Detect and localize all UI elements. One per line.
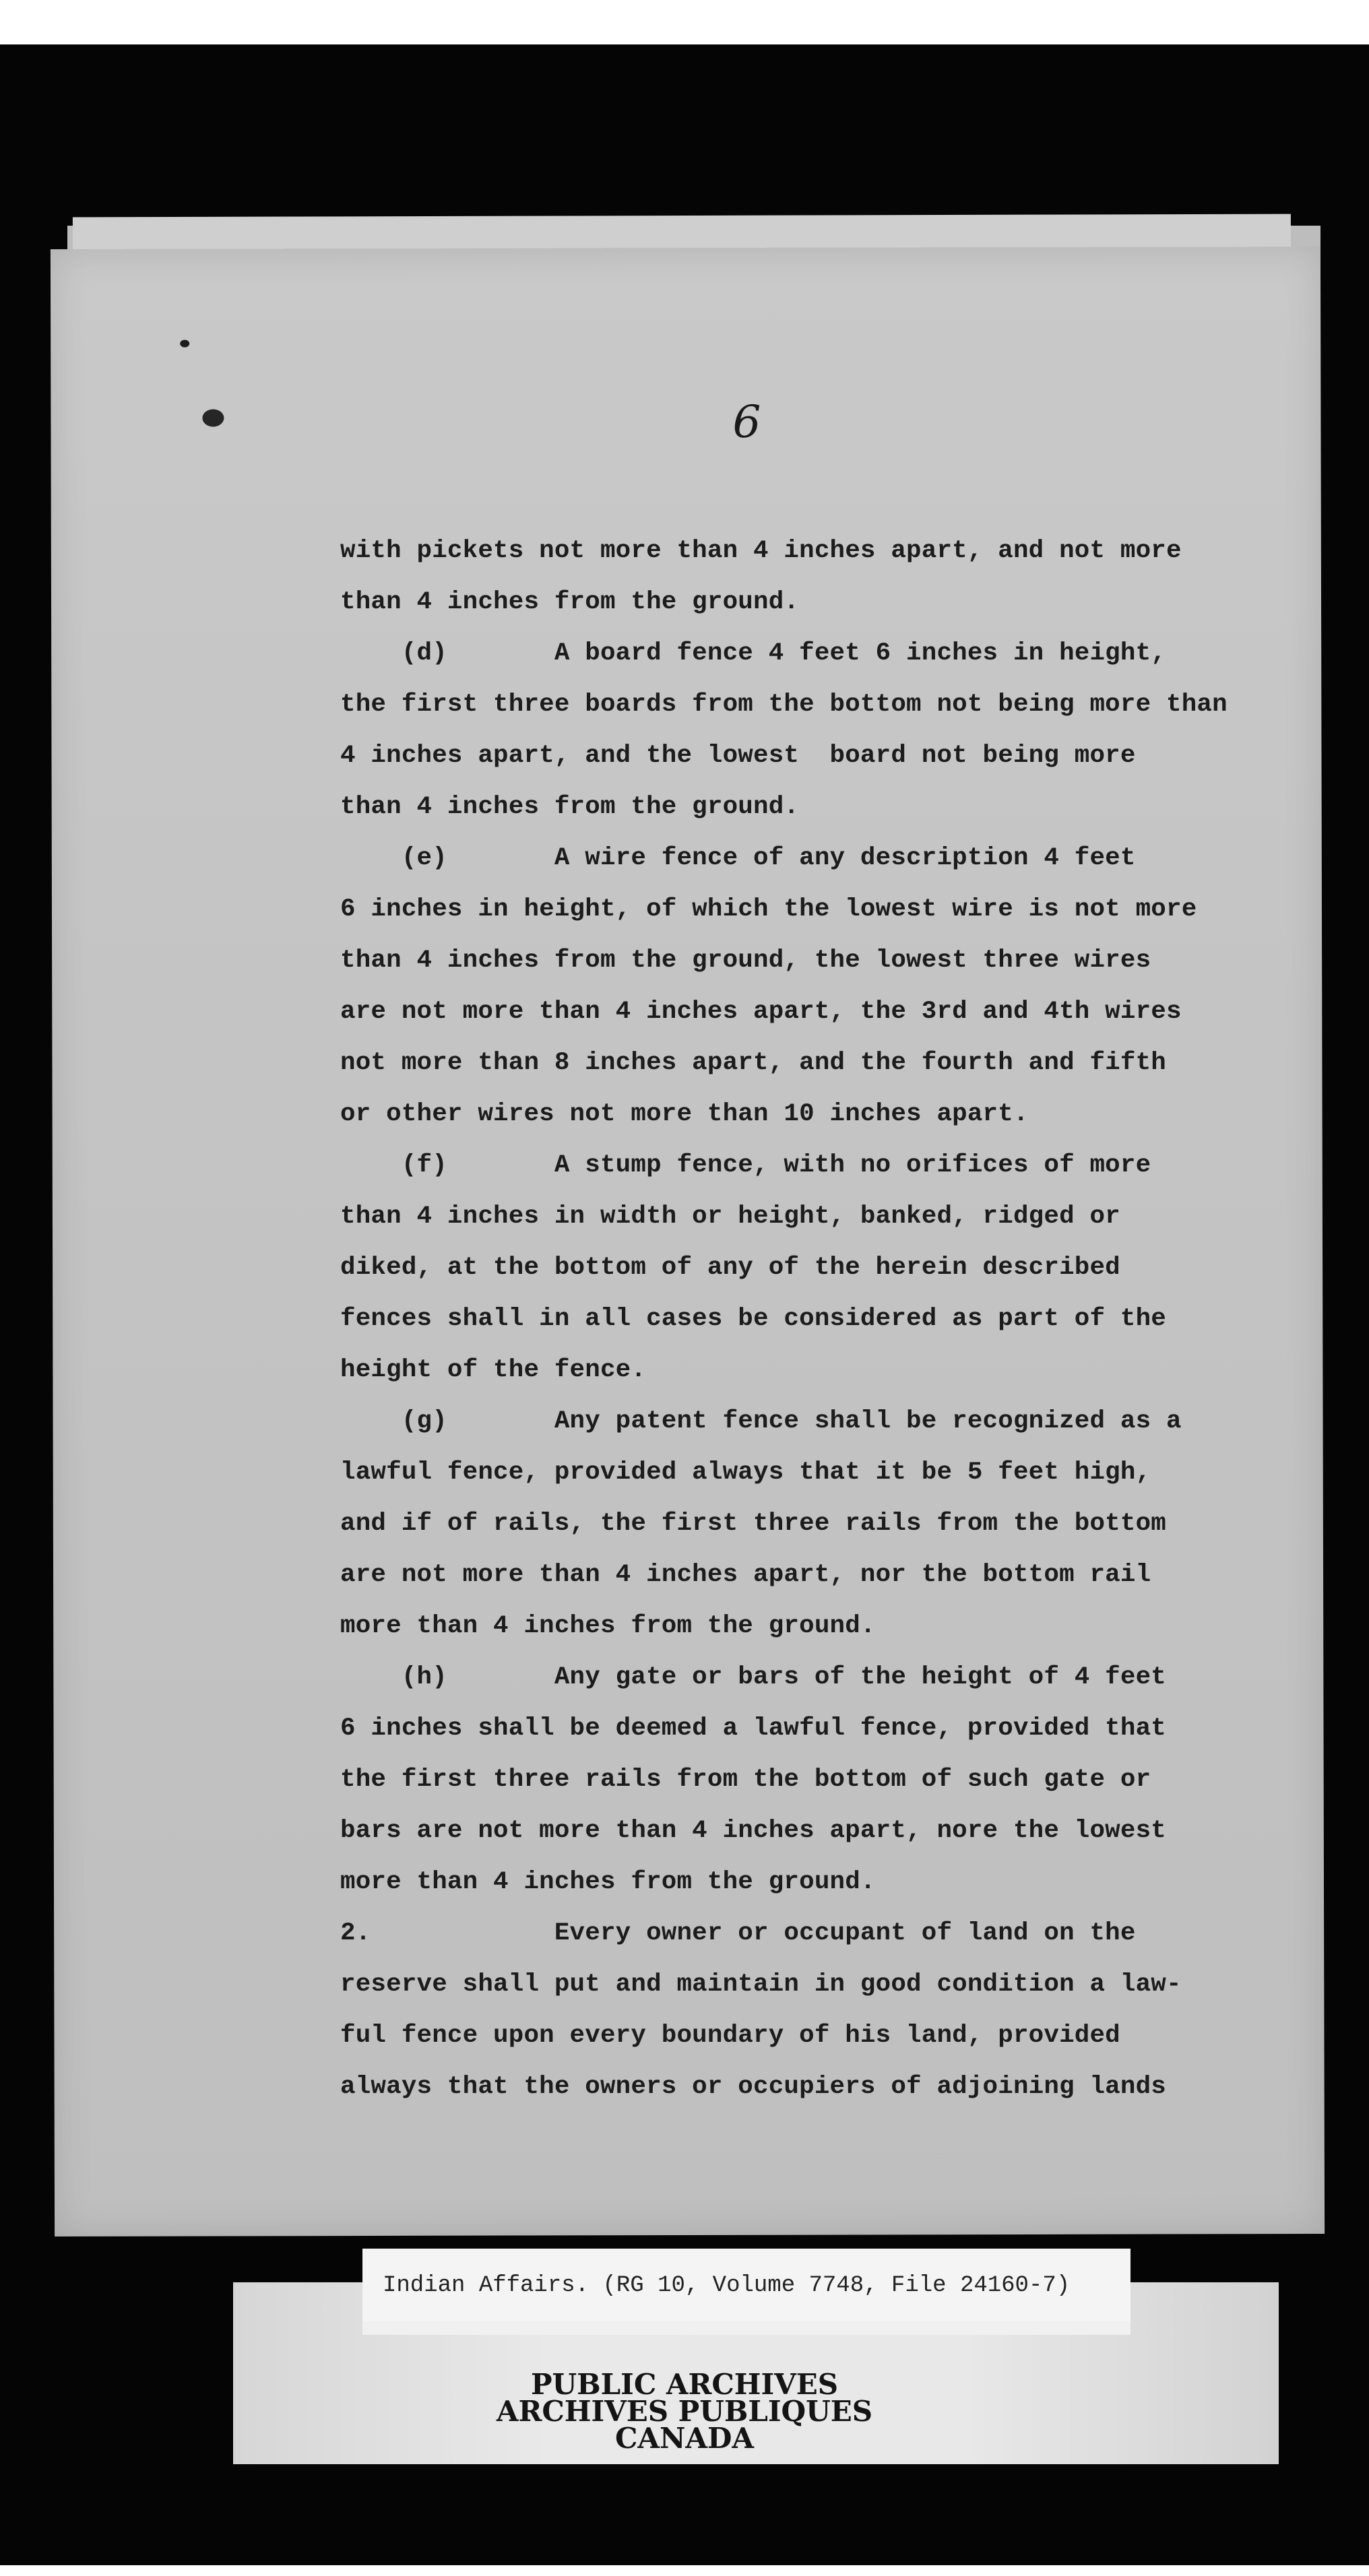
text-line: than 4 inches in width or height, banked, ridged or <box>340 1202 1120 1231</box>
stamp-line-country: CANADA <box>614 2422 754 2455</box>
text-line: and if of rails, the first three rails from the bottom <box>340 1510 1166 1538</box>
text-line: 6 inches in height, of which the lowest wire is not more <box>340 895 1197 924</box>
text-line: bars are not more than 4 inches apart, nore the lowest <box>340 1817 1166 1845</box>
text-line: ful fence upon every boundary of his land, provided <box>340 2022 1120 2050</box>
document-body <box>340 525 1283 2113</box>
text-line: are not more than 4 inches apart, nor the bottom rail <box>340 1561 1151 1589</box>
text-line: more than 4 inches from the ground. <box>340 1868 876 1896</box>
archive-reference-label <box>362 2249 1131 2321</box>
text-line: or other wires not more than 10 inches apart. <box>340 1100 1029 1128</box>
text-line: 4 inches apart, and the lowest board not being more <box>340 742 1136 770</box>
text-line: than 4 inches from the ground, the lowest three wires <box>340 946 1151 975</box>
public-archives-stamp <box>0 2368 1369 2455</box>
text-line: fences shall in all cases be considered as part of the <box>340 1305 1166 1333</box>
text-line: the first three rails from the bottom of such gate or <box>340 1766 1151 1794</box>
text-line: with pickets not more than 4 inches apart, and not more <box>340 537 1182 565</box>
text-line: than 4 inches from the ground. <box>340 588 800 616</box>
text-line: (e) A wire fence of any description 4 feet <box>340 844 1136 872</box>
bottom-margin <box>0 2565 1369 2576</box>
text-line: than 4 inches from the ground. <box>340 793 800 821</box>
text-line: 2. Every owner or occupant of land on the <box>340 1919 1136 1947</box>
ink-spot <box>202 409 224 426</box>
text-line: diked, at the bottom of any of the herein described <box>340 1254 1120 1282</box>
text-line: (d) A board fence 4 feet 6 inches in height, <box>340 639 1166 668</box>
text-line: not more than 8 inches apart, and the fourth and fifth <box>340 1049 1166 1077</box>
text-line: more than 4 inches from the ground. <box>340 1612 876 1640</box>
text-line: are not more than 4 inches apart, the 3rd and 4th wires <box>340 998 1182 1026</box>
stamp-line-french: ARCHIVES PUBLIQUES <box>496 2395 873 2428</box>
text-line: always that the owners or occupiers of adjoining lands <box>340 2073 1166 2101</box>
text-line: (f) A stump fence, with no orifices of more <box>340 1151 1151 1180</box>
ink-spot <box>180 340 189 348</box>
page-number: 6 <box>732 395 761 448</box>
text-line: (h) Any gate or bars of the height of 4 feet <box>340 1663 1166 1692</box>
text-line: the first three boards from the bottom not being more than <box>340 690 1228 719</box>
text-line: height of the fence. <box>340 1356 647 1384</box>
text-line: (g) Any patent fence shall be recognized as a <box>340 1407 1182 1436</box>
label-strip <box>362 2321 1131 2335</box>
text-line: 6 inches shall be deemed a lawful fence, provided that <box>340 1714 1166 1743</box>
stamp-line-english: PUBLIC ARCHIVES <box>530 2368 839 2401</box>
archive-reference-text: Indian Affairs. (RG 10, Volume 7748, File 24160-7) <box>383 2273 1071 2298</box>
text-line: reserve shall put and maintain in good condition a law- <box>340 1970 1182 1999</box>
text-line: lawful fence, provided always that it be 5 feet high, <box>340 1458 1151 1487</box>
